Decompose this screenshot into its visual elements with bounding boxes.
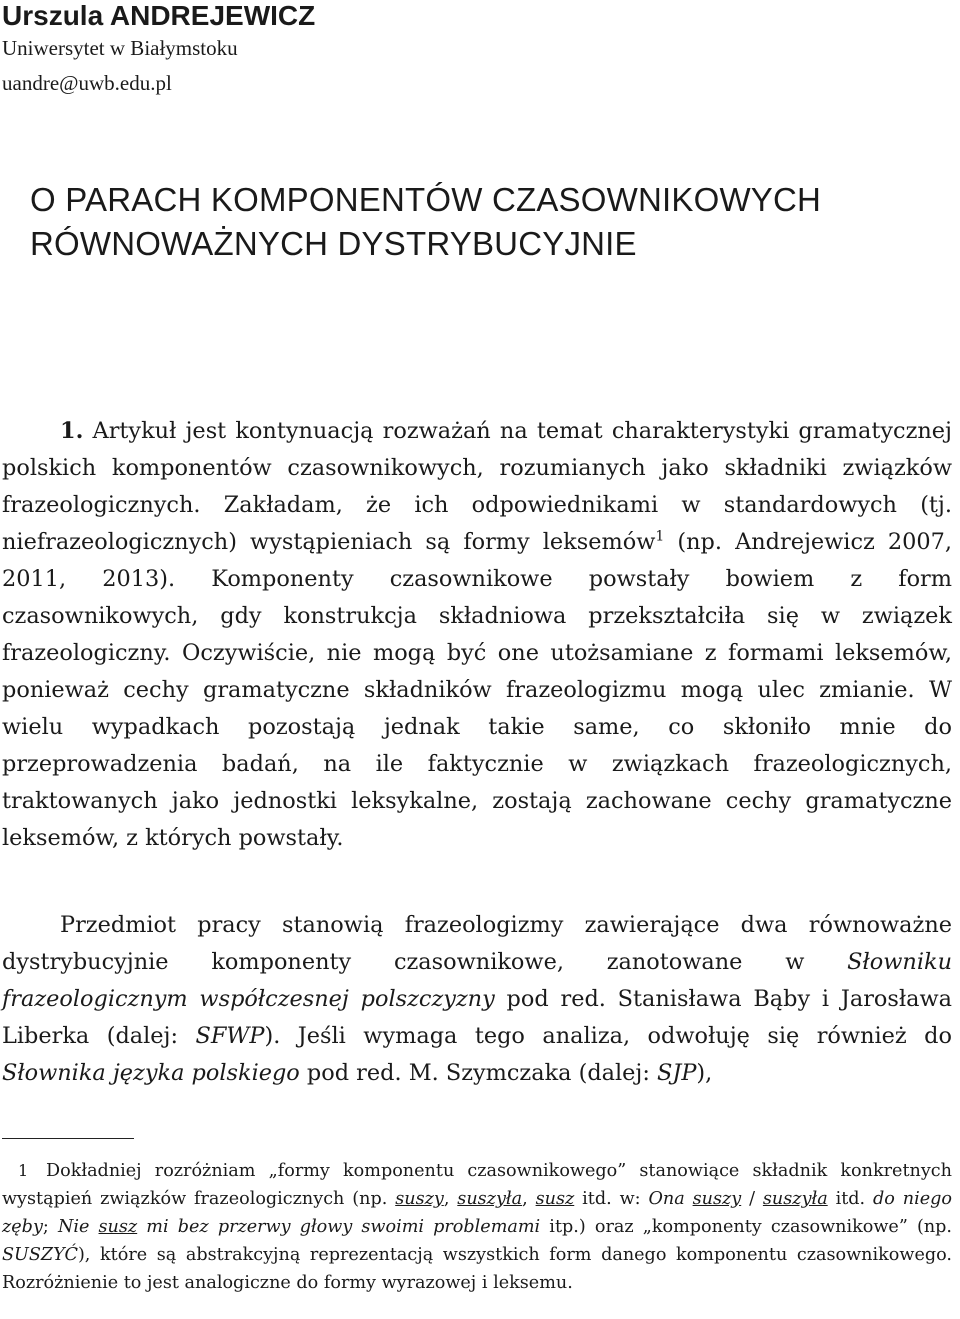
footnote-example: suszy bbox=[395, 1189, 444, 1209]
paper-title bbox=[30, 178, 821, 266]
author-affiliation: Uniwersytet w Białymstoku bbox=[2, 36, 238, 60]
footnote-reference: 1 bbox=[655, 528, 665, 545]
footnote-example: suszy bbox=[692, 1189, 742, 1209]
paper-title-line-2: RÓWNOWAŻNYCH DYSTRYBUCYJNIE bbox=[30, 225, 637, 262]
footnote-example: susz bbox=[535, 1189, 575, 1209]
footnote-example: suszyła bbox=[457, 1189, 523, 1209]
paragraph-2-text-c: ). Jeśli wymaga tego analiza, odwołuję się również do bbox=[264, 1023, 952, 1049]
paragraph-2-text-a: Przedmiot pracy stanowią frazeologizmy zawierające dwa równoważne dystrybucyjnie komponenty czasownikowe, zanotowane w bbox=[2, 912, 952, 975]
footnote-separator bbox=[2, 1138, 134, 1139]
dictionary-title-sjp: Słownika języka polskiego bbox=[2, 1060, 300, 1086]
body-paragraph-1 bbox=[2, 413, 952, 857]
footnote-example: suszyła bbox=[762, 1189, 828, 1209]
abbreviation-sjp: SJP bbox=[657, 1060, 697, 1086]
paragraph-2-text-d: pod red. M. Szymczaka (dalej: bbox=[299, 1060, 658, 1086]
footnote-text: / bbox=[741, 1189, 763, 1209]
footnote-text: itd. w: bbox=[574, 1189, 649, 1209]
body-paragraph-2 bbox=[2, 907, 952, 1092]
paragraph-2-text-e: ), bbox=[696, 1060, 713, 1086]
abbreviation-sfwp: SFWP bbox=[195, 1023, 265, 1049]
footnote-example: SUSZYĆ bbox=[2, 1245, 78, 1265]
footnote-text: , bbox=[522, 1189, 536, 1209]
footnote-text: ), które są abstrakcyjną reprezentacją wszystkich form danego komponentu czasownikowego. Rozróżnienie to jest analogiczne do formy wyrazowej i leksemu. bbox=[2, 1245, 952, 1293]
author-email: uandre@uwb.edu.pl bbox=[2, 71, 172, 95]
footnote-1 bbox=[2, 1157, 952, 1297]
paragraph-2-text-b: pod red. Stanisława Bąby i Jarosława Liberka (dalej: bbox=[2, 986, 952, 1049]
paragraph-1-text-b: (np. Andrejewicz 2007, 2011, 2013). Komponenty czasownikowe powstały bowiem z form czasownikowych, gdy konstrukcja składniowa przekształciła się w związek frazeologiczny. Oczywiście, nie mogą być one utożsamiane z formami leksemów, ponieważ cechy gramatyczne składników frazeologizmu mogą ulec zmianie. W wielu wypadkach pozostają jednak takie same, co skłoniło mnie do przeprowadzenia badań, na ile faktycznie w związkach frazeologicznych, traktowanych jako jednostki leksykalne, zostają zachowane cechy gramatyczne leksemów, z których powstały. bbox=[2, 529, 952, 851]
footnote-text: Dokładniej rozróżniam „formy komponentu czasownikowego” stanowiące składnik konkretnych wystąpień związków frazeologicznych (np. bbox=[2, 1161, 952, 1209]
dictionary-title-sfwp: Słowniku frazeologicznym współczesnej polszczyzny bbox=[2, 949, 952, 1012]
footnote-example: Nie bbox=[57, 1217, 99, 1237]
footnote-text: ; bbox=[42, 1217, 58, 1237]
footnote-text: , bbox=[443, 1189, 458, 1209]
section-number: 1. bbox=[60, 418, 84, 444]
footnote-number: 1 bbox=[18, 1161, 29, 1180]
paper-title-line-1: O PARACH KOMPONENTÓW CZASOWNIKOWYCH bbox=[30, 181, 822, 218]
footnote-example: susz bbox=[98, 1217, 138, 1237]
author-name: Urszula ANDREJEWICZ bbox=[2, 0, 316, 31]
footnote-example: Ona bbox=[648, 1189, 693, 1209]
footnote-example: do niego zęby bbox=[2, 1189, 952, 1237]
paragraph-1-text-a: Artykuł jest kontynuacją rozważań na temat charakterystyki gramatycznej polskich komponentów czasownikowych, rozumianych jako składniki związków frazeologicznych. Zakładam, że ich odpowiednikami w standardowych (tj. niefrazeologicznych) wystąpieniach są formy leksemów bbox=[2, 418, 952, 555]
footnote-text: itp.) oraz „komponenty czasownikowe” (np. bbox=[540, 1217, 952, 1237]
footnote-text: itd. bbox=[827, 1189, 874, 1209]
footnote-example: mi bez przerwy głowy swoimi problemami bbox=[137, 1217, 541, 1237]
